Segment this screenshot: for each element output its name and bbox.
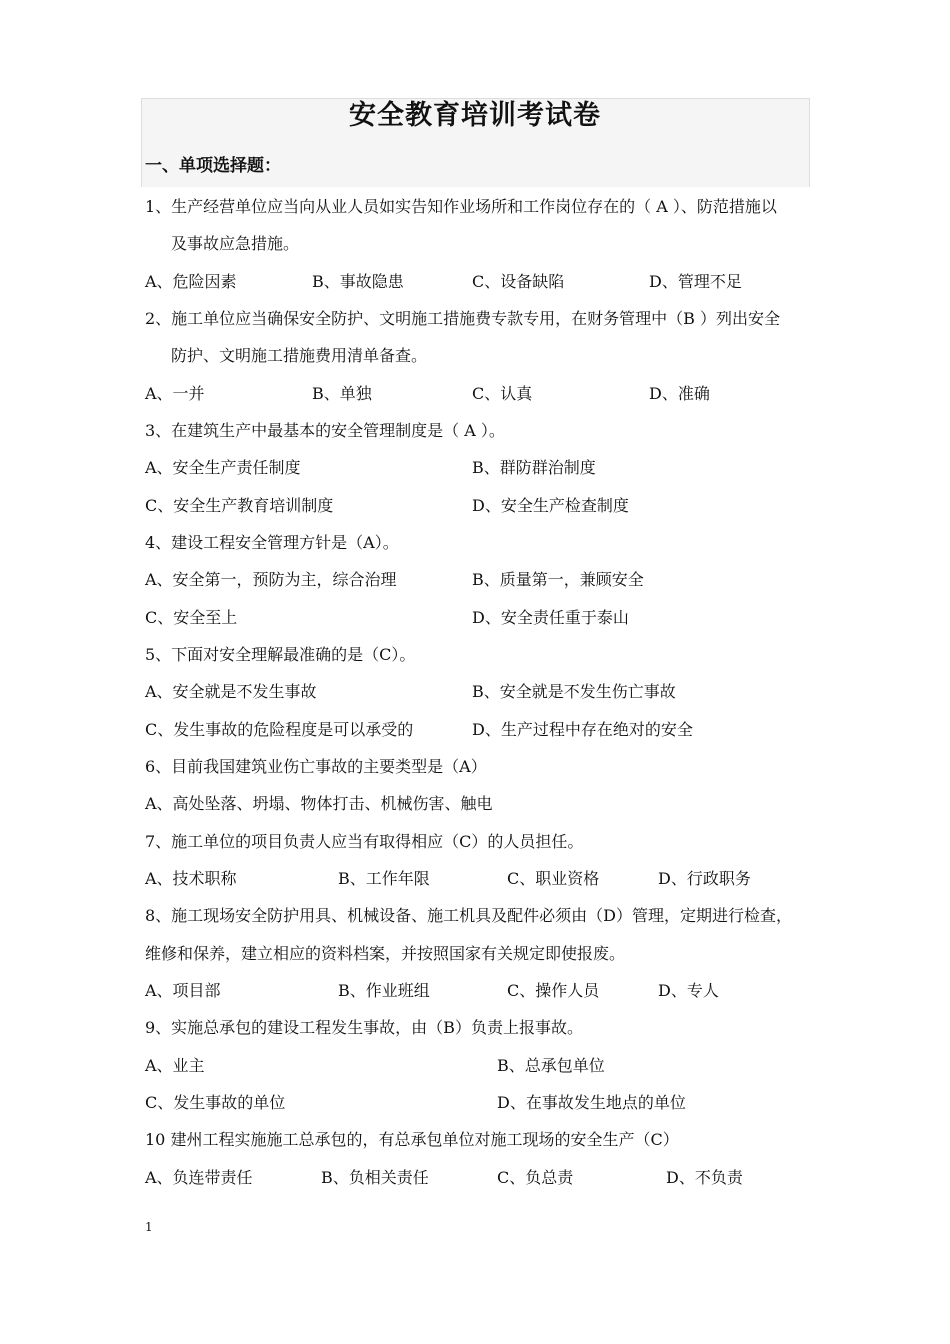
q6-option-a: A、高处坠落、坍塌、物体打击、机械伤害、触电	[145, 794, 493, 813]
q5-option-b: B、安全就是不发生伤亡事故	[472, 682, 676, 701]
page-number: 1	[145, 1220, 153, 1234]
q4-option-d: D、安全责任重于泰山	[472, 608, 629, 627]
q10-option-a: A、负连带责任	[145, 1168, 253, 1187]
q5-option-a: A、安全就是不发生事故	[145, 682, 317, 701]
question-2-text-cont: 防护、文明施工措施费用清单备查。	[171, 346, 428, 365]
question-3-text: 3、在建筑生产中最基本的安全管理制度是（ A ）。	[145, 421, 505, 440]
q7-option-a: A、技术职称	[145, 869, 237, 888]
q7-option-c: C、职业资格	[507, 869, 600, 888]
question-7-text: 7、施工单位的项目负责人应当有取得相应（C）的人员担任。	[145, 832, 584, 851]
q2-option-b: B、单独	[312, 384, 372, 403]
question-4-text: 4、建设工程安全管理方针是（A）。	[145, 533, 399, 552]
q10-option-d: D、不负责	[666, 1168, 743, 1187]
q9-option-b: B、总承包单位	[497, 1056, 605, 1075]
q8-option-a: A、项目部	[145, 981, 221, 1000]
q8-option-c: C、操作人员	[507, 981, 600, 1000]
question-8-text-cont: 维修和保养，建立相应的资料档案，并按照国家有关规定即使报废。	[145, 944, 626, 963]
q9-option-a: A、业主	[145, 1056, 205, 1075]
q2-option-c: C、认真	[472, 384, 533, 403]
q2-option-d: D、准确	[649, 384, 710, 403]
page-title: 安全教育培训考试卷	[349, 100, 601, 131]
question-5-text: 5、下面对安全理解最准确的是（C）。	[145, 645, 416, 664]
q1-option-b: B、事故隐患	[312, 272, 404, 291]
q5-option-c: C、发生事故的危险程度是可以承受的	[145, 720, 414, 739]
q3-option-c: C、安全生产教育培训制度	[145, 496, 334, 515]
q7-option-b: B、工作年限	[338, 869, 430, 888]
q1-option-d: D、管理不足	[649, 272, 742, 291]
q8-option-d: D、专人	[658, 981, 719, 1000]
q5-option-d: D、生产过程中存在绝对的安全	[472, 720, 693, 739]
q9-option-c: C、发生事故的单位	[145, 1093, 286, 1112]
section-heading: 一、单项选择题：	[145, 156, 281, 176]
q1-option-a: A、危险因素	[145, 272, 237, 291]
q3-option-b: B、群防群治制度	[472, 458, 596, 477]
q1-option-c: C、设备缺陷	[472, 272, 565, 291]
question-8-text: 8、施工现场安全防护用具、机械设备、施工机具及配件必须由（D）管理，定期进行检查，	[145, 906, 793, 925]
q4-option-b: B、质量第一，兼顾安全	[472, 570, 644, 589]
question-2-text: 2、施工单位应当确保安全防护、文明施工措施费专款专用，在财务管理中（B ）列出安全	[145, 309, 781, 328]
q3-option-a: A、安全生产责任制度	[145, 458, 301, 477]
question-1-text: 1、生产经营单位应当向从业人员如实告知作业场所和工作岗位存在的（ A ）、防范措施以	[145, 197, 777, 216]
q7-option-d: D、行政职务	[658, 869, 751, 888]
q2-option-a: A、一并	[145, 384, 205, 403]
q8-option-b: B、作业班组	[338, 981, 430, 1000]
question-1-text-cont: 及事故应急措施。	[171, 234, 300, 253]
q4-option-c: C、安全至上	[145, 608, 238, 627]
question-9-text: 9、实施总承包的建设工程发生事故，由（B）负责上报事故。	[145, 1018, 583, 1037]
q10-option-b: B、负相关责任	[321, 1168, 429, 1187]
q3-option-d: D、安全生产检查制度	[472, 496, 629, 515]
question-10-text: 10 建州工程实施施工总承包的，有总承包单位对施工现场的安全生产（C）	[145, 1130, 679, 1149]
question-6-text: 6、目前我国建筑业伤亡事故的主要类型是（A）	[145, 757, 487, 776]
q9-option-d: D、在事故发生地点的单位	[497, 1093, 686, 1112]
q4-option-a: A、安全第一，预防为主，综合治理	[145, 570, 397, 589]
q10-option-c: C、负总责	[497, 1168, 574, 1187]
